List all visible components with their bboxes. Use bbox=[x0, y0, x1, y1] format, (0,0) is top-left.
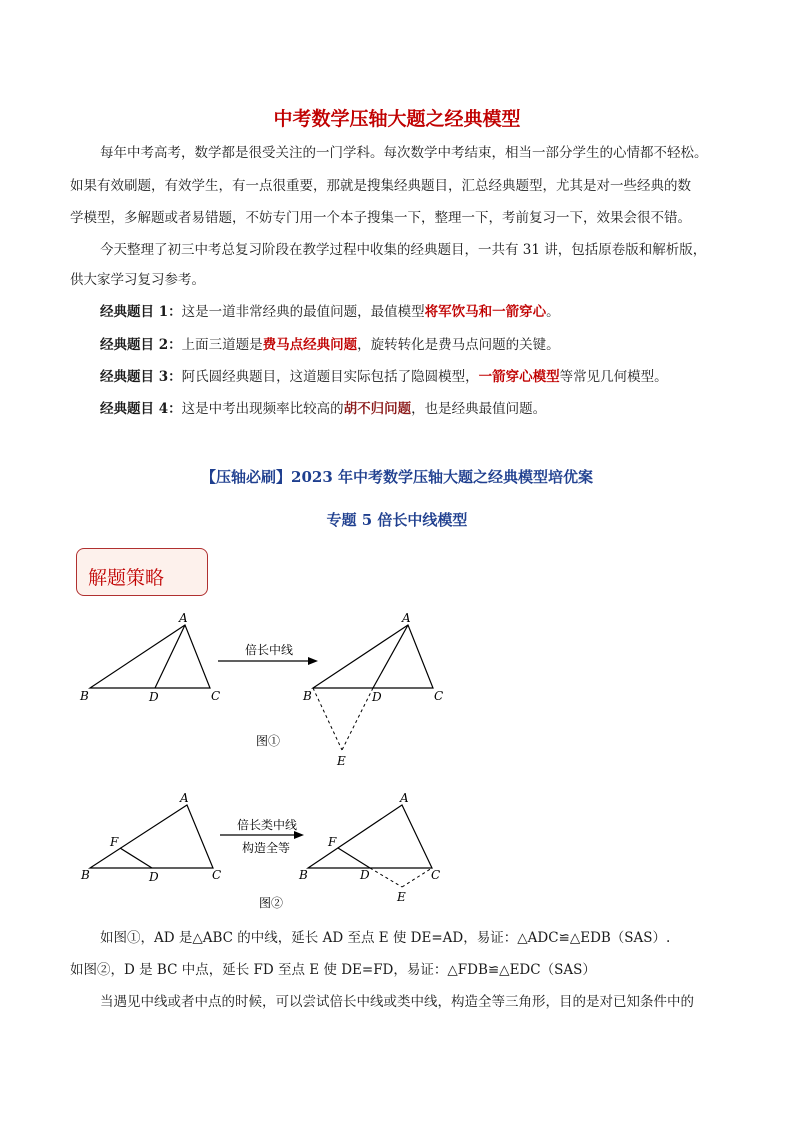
point-label-d: D bbox=[149, 870, 159, 884]
point-label-a: A bbox=[179, 611, 188, 625]
classic-item-label: 经典题目 1： bbox=[100, 304, 182, 320]
classic-item-text: ，也是经典最值问题。 bbox=[411, 401, 547, 417]
point-label-b: B bbox=[303, 689, 312, 703]
point-label-d: D bbox=[372, 690, 382, 704]
classic-item-highlight: 一箭穿心模型 bbox=[478, 369, 560, 385]
dashed-be bbox=[313, 688, 342, 750]
classic-item-label: 经典题目 4： bbox=[100, 401, 182, 417]
triangle-abc-2 bbox=[313, 625, 433, 688]
figure-2 bbox=[60, 780, 480, 915]
dashed-de bbox=[342, 688, 373, 750]
intro-line: 今天整理了初三中考总复习阶段在教学过程中收集的经典题目，一共有 31 讲，包括原卷版和解析版， bbox=[100, 242, 707, 258]
intro-line: 学模型，多解题或者易错题，不妨专门用一个本子搜集一下，整理一下，考前复习一下，效果会很不错。 bbox=[70, 210, 691, 226]
point-label-a: A bbox=[400, 791, 409, 805]
median-ad-2 bbox=[373, 625, 408, 688]
classic-item bbox=[100, 399, 546, 419]
arrow-head bbox=[294, 831, 304, 839]
figure-1 bbox=[60, 600, 480, 775]
classic-item-highlight: 胡不归问题 bbox=[343, 401, 412, 417]
classic-item-label: 经典题目 3： bbox=[100, 369, 182, 385]
topic-heading: 专题 5 倍长中线模型 bbox=[326, 511, 468, 529]
section-heading bbox=[0, 466, 794, 487]
explanation-line: 如图①，AD 是△ABC 的中线，延长 AD 至点 E 使 DE=AD，易证：△ADC≌△EDB（SAS）. bbox=[100, 930, 671, 946]
classic-item-label: 经典题目 2： bbox=[100, 337, 182, 353]
classic-item-text: 这是中考出现频率比较高的 bbox=[181, 401, 344, 417]
classic-item bbox=[100, 302, 560, 322]
figure-caption: 图② bbox=[259, 896, 284, 910]
arrow-label: 构造全等 bbox=[242, 841, 291, 855]
point-label-b: B bbox=[80, 689, 89, 703]
triangle-abc-2 bbox=[308, 805, 432, 868]
classic-item bbox=[100, 335, 560, 355]
classic-item-text: 阿氏圆经典题目，这道题目实际包括了隐圆模型， bbox=[181, 369, 479, 385]
point-label-a: A bbox=[180, 791, 189, 805]
explanation-line: 如图②，D 是 BC 中点，延长 FD 至点 E 使 DE=FD，易证：△FDB≌△EDC（SAS） bbox=[70, 962, 596, 978]
point-label-e: E bbox=[397, 890, 406, 904]
intro-line: 如果有效刷题，有效学生，有一点很重要，那就是搜集经典题目，汇总经典题型，尤其是对一些经典的数 bbox=[70, 178, 691, 194]
classic-item bbox=[100, 367, 668, 387]
point-label-f: F bbox=[328, 835, 337, 849]
classic-item-highlight: 费马点经典问题 bbox=[262, 337, 358, 353]
intro-line: 每年中考高考，数学都是很受关注的一门学科。每次数学中考结束，相当一部分学生的心情都不轻松。 bbox=[100, 145, 708, 161]
page-title: 中考数学压轴大题之经典模型 bbox=[273, 108, 521, 130]
classic-item-text: 。 bbox=[546, 304, 560, 320]
point-label-e: E bbox=[337, 754, 346, 768]
segment-fd bbox=[338, 848, 370, 868]
arrow-label: 倍长类中线 bbox=[237, 818, 298, 832]
dashed-de bbox=[370, 868, 402, 887]
point-label-b: B bbox=[81, 868, 90, 882]
classic-item-text: 这是一道非常经典的最值问题，最值模型 bbox=[181, 304, 425, 320]
classic-item-text: 上面三道题是 bbox=[181, 337, 263, 353]
arrow-head bbox=[308, 657, 318, 665]
intro-line: 供大家学习复习参考。 bbox=[70, 272, 205, 288]
heading-bracket: 【压轴必刷】 bbox=[201, 468, 292, 486]
figure-caption: 图① bbox=[256, 734, 281, 748]
point-label-c: C bbox=[211, 689, 221, 703]
dashed-ec bbox=[402, 868, 432, 887]
point-label-f: F bbox=[110, 835, 119, 849]
point-label-b: B bbox=[299, 868, 308, 882]
heading-text: 2023 年中考数学压轴大题之经典模型培优案 bbox=[291, 468, 593, 486]
classic-item-text: ，旋转转化是费马点问题的关键。 bbox=[357, 337, 560, 353]
segment-fd bbox=[120, 848, 152, 868]
triangle-abc bbox=[90, 625, 210, 688]
point-label-a: A bbox=[402, 611, 411, 625]
strategy-label: 解题策略 bbox=[88, 567, 165, 589]
arrow-label: 倍长中线 bbox=[245, 643, 294, 657]
explanation-line: 当遇见中线或者中点的时候，可以尝试倍长中线或类中线，构造全等三角形，目的是对已知条件中的 bbox=[100, 994, 694, 1010]
point-label-c: C bbox=[431, 868, 441, 882]
point-label-c: C bbox=[212, 868, 222, 882]
point-label-d: D bbox=[149, 690, 159, 704]
triangle-abc bbox=[90, 805, 213, 868]
classic-item-highlight: 将军饮马和一箭穿心 bbox=[424, 304, 547, 320]
point-label-d: D bbox=[360, 868, 370, 882]
classic-item-text: 等常见几何模型。 bbox=[559, 369, 668, 385]
point-label-c: C bbox=[434, 689, 444, 703]
